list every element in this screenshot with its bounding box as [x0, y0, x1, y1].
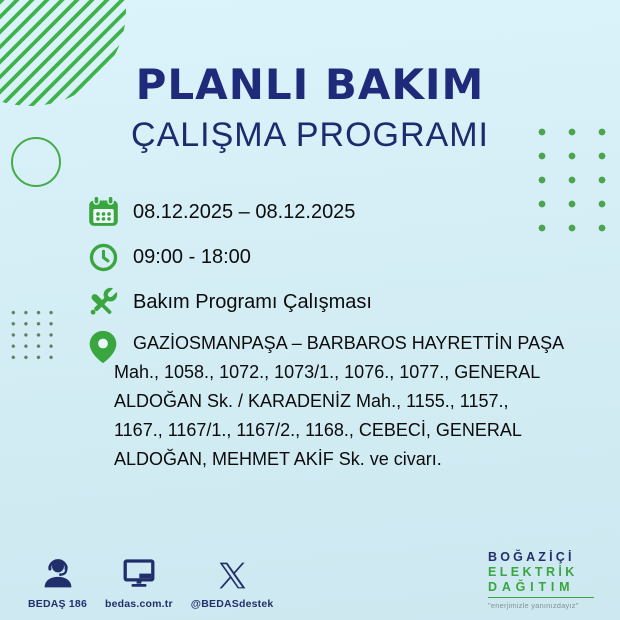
x-logo-icon	[217, 555, 248, 591]
date-range-text: 08.12.2025 – 08.12.2025	[133, 200, 356, 223]
affected-area-text	[114, 329, 564, 474]
brand-line-elektrik: ELEKTRİK	[488, 564, 578, 579]
page-subtitle: ÇALIŞMA PROGRAMI	[131, 116, 489, 154]
location-line: ALDOĞAN, MEHMET AKİF Sk. ve civarı.	[114, 449, 442, 469]
tools-icon	[84, 284, 122, 320]
location-line: ALDOĞAN Sk. / KARADENİZ Mah., 1155., 1157.,	[114, 391, 509, 411]
footer	[0, 550, 620, 611]
calendar-icon	[84, 194, 122, 230]
schedule-details	[84, 194, 565, 483]
page-title: PLANLI BAKIM	[135, 60, 485, 109]
brand-line-bogazici: BOĞAZİÇİ	[488, 549, 575, 564]
location-line: Mah., 1058., 1072., 1073/1., 1076., 1077., GENERAL	[114, 362, 541, 382]
support-agent-icon	[40, 555, 76, 591]
title-block	[0, 60, 620, 155]
call-center-label: BEDAŞ 186	[28, 598, 87, 610]
x-social-contact	[191, 555, 274, 610]
contact-channels	[28, 555, 273, 610]
work-type-text: Bakım Programı Çalışması	[133, 290, 372, 313]
call-center-contact	[28, 555, 87, 610]
location-line: GAZİOSMANPAŞA – BARBAROS HAYRETTİN PAŞA	[133, 333, 565, 353]
website-contact	[105, 555, 173, 610]
brand-tagline: "enerjimizle yanınızdayız"	[488, 601, 579, 610]
monitor-icon	[120, 555, 158, 591]
clock-icon	[84, 239, 122, 275]
location-line: 1167., 1167/1., 1167/2., 1168., CEBECİ, GENERAL	[114, 420, 522, 440]
company-logo	[488, 550, 600, 611]
brand-line-dagitim: DAĞITIM	[488, 579, 575, 594]
work-type-row	[84, 284, 554, 320]
x-handle-label: @BEDASdestek	[190, 598, 274, 610]
location-row	[84, 329, 565, 474]
working-hours-text: 09:00 - 18:00	[133, 245, 251, 268]
website-label: bedas.com.tr	[105, 598, 173, 610]
time-row	[84, 239, 554, 275]
dot-grid-left-decoration	[7, 307, 59, 363]
date-row	[84, 194, 554, 230]
brand-underline	[488, 597, 594, 599]
